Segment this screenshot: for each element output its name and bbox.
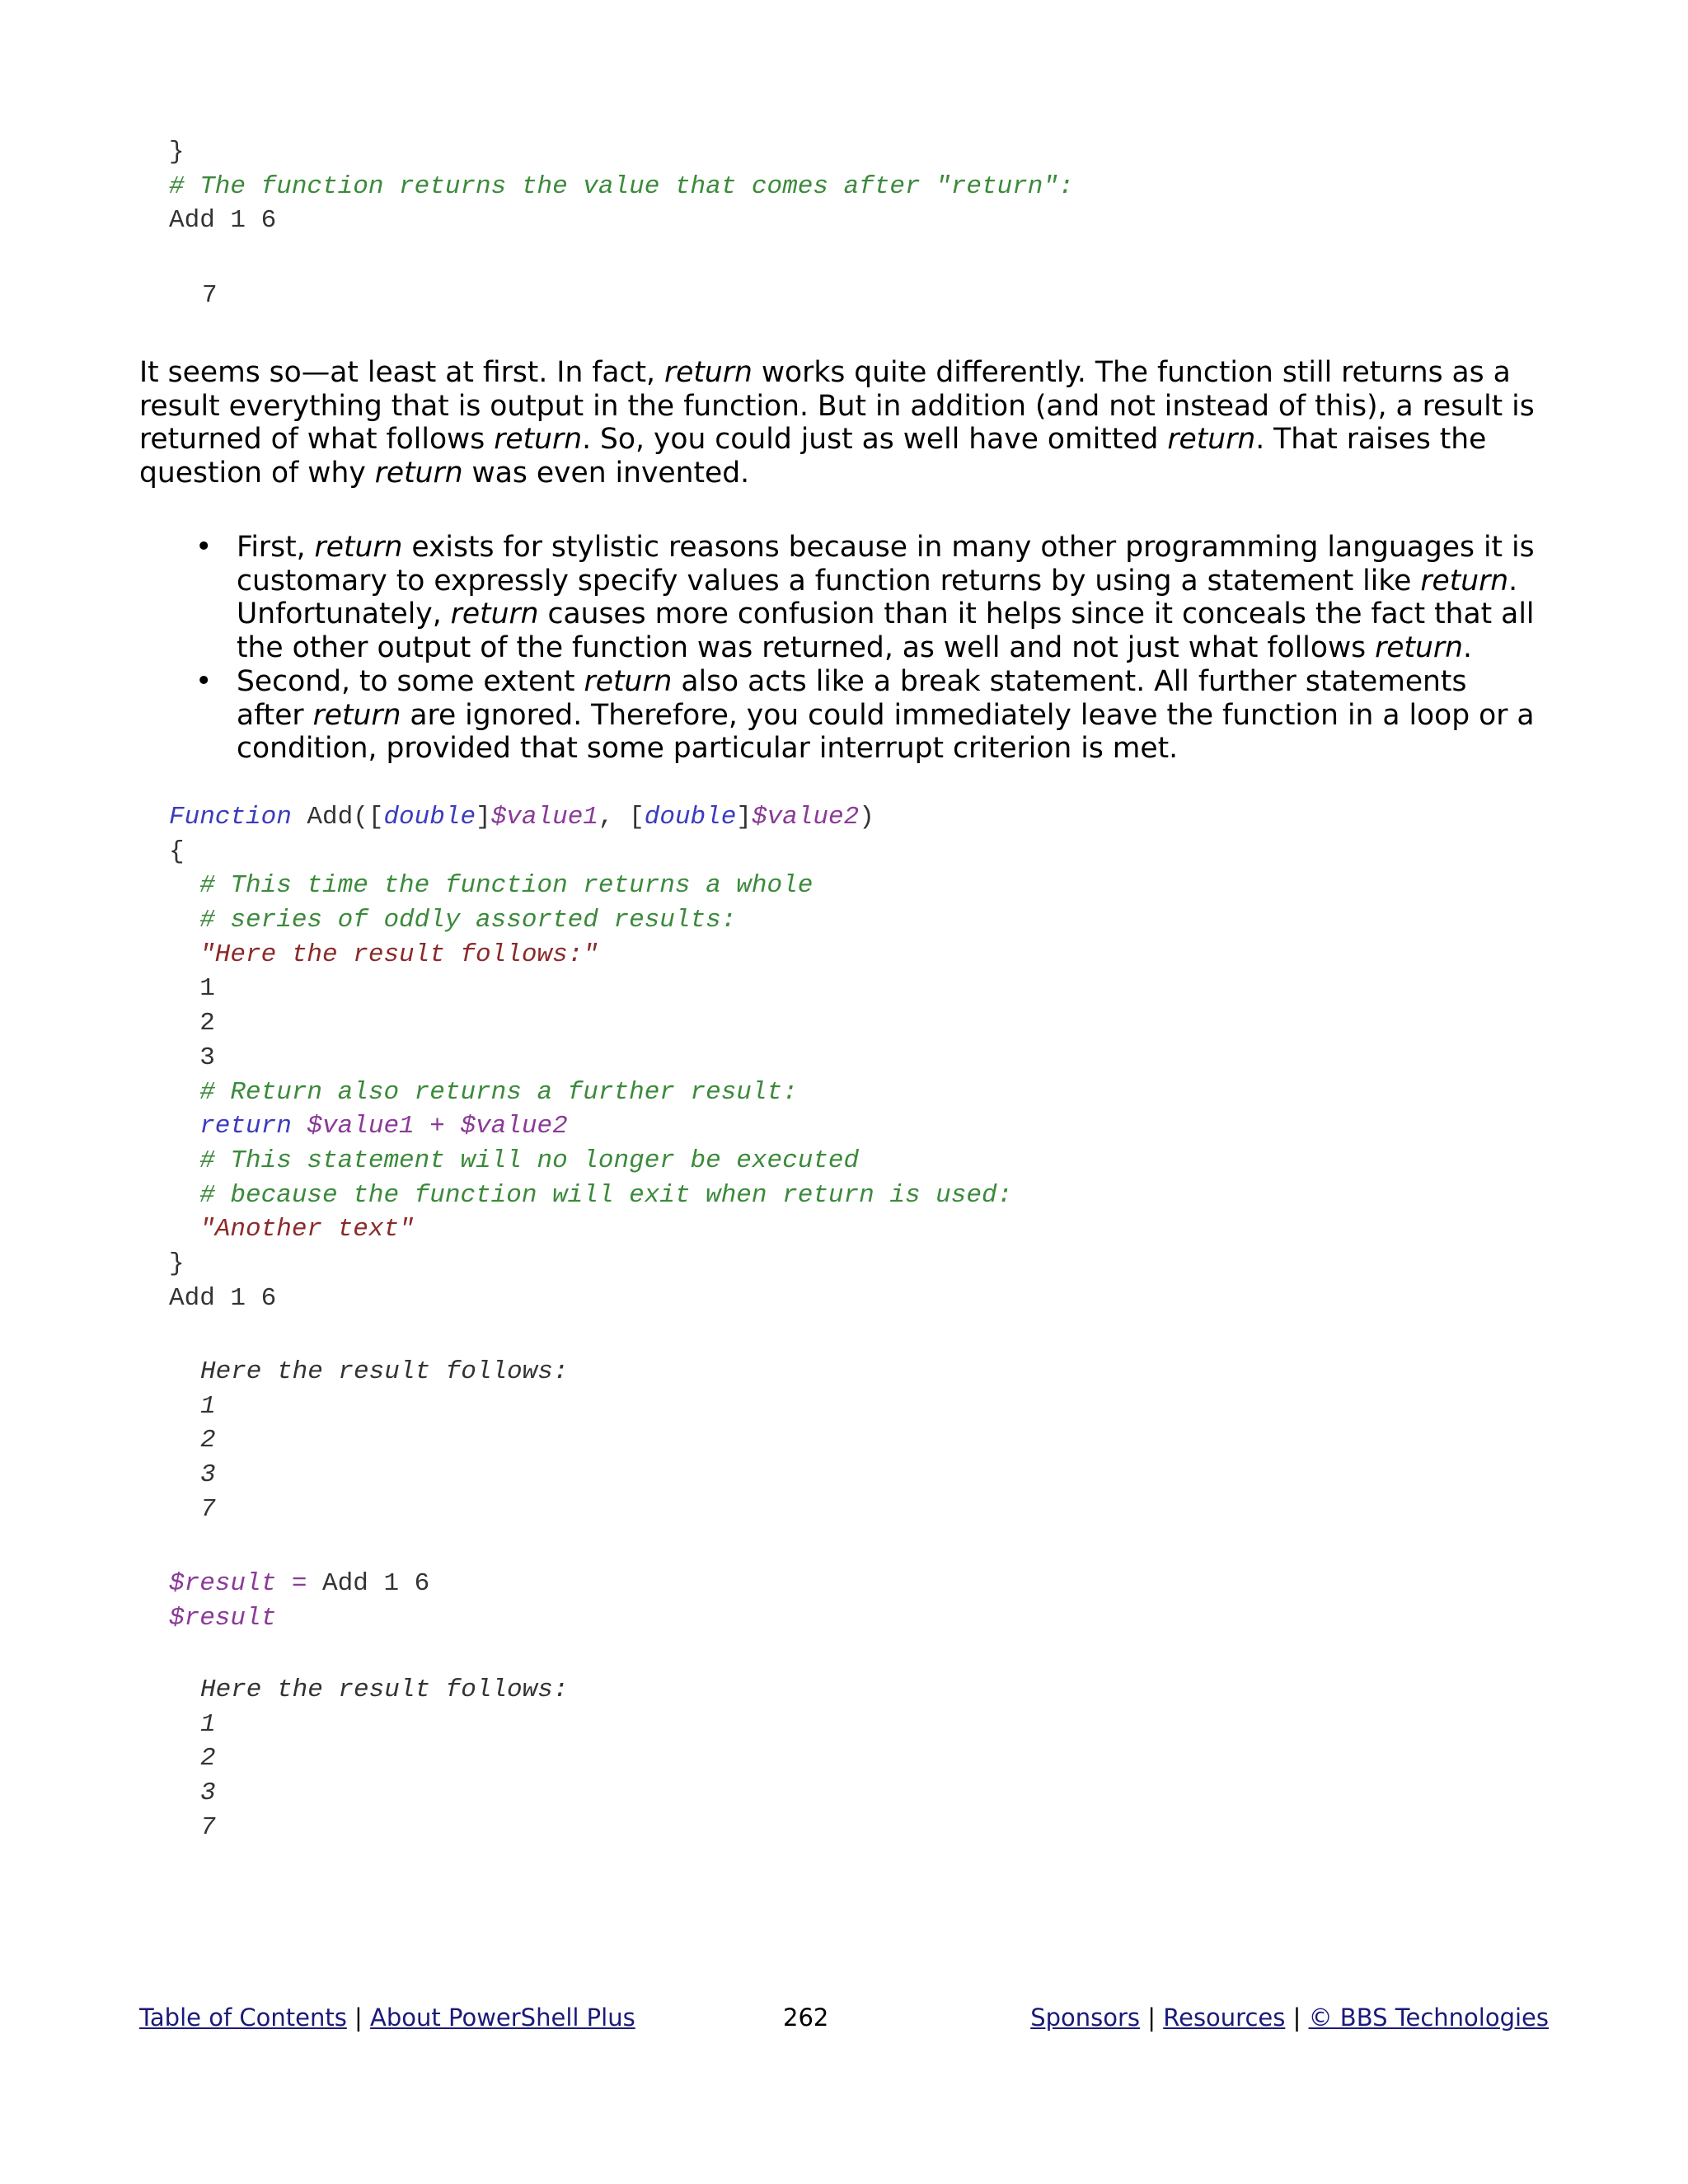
text-run: causes more confusion than it helps since it conceals the fact that all the other output of the function was returned, as well and not just what follows: [237, 598, 1535, 665]
code-term: return: [1420, 564, 1509, 598]
separator: |: [354, 2004, 363, 2032]
text-run: was even invented.: [462, 457, 750, 490]
text-run: also acts like a break statement. All further statements after: [237, 664, 1467, 732]
code-term: return: [314, 531, 403, 564]
punct: , [: [598, 803, 645, 832]
code-term: return: [1375, 631, 1463, 665]
variable: $value2: [444, 1112, 568, 1141]
table-of-contents-link[interactable]: Table of Contents: [139, 2004, 347, 2032]
code-line: [169, 800, 1012, 835]
code-term: return: [312, 698, 401, 732]
punct: ]: [476, 803, 491, 832]
text-run: exists for stylistic reasons because in many other programming languages it is customary to expressly specify values a function returns by using a statement like: [237, 531, 1535, 598]
list-item: [139, 531, 1540, 665]
code-line: {: [169, 837, 185, 866]
text-run: Second, to some extent: [237, 664, 584, 698]
code-line: Add 1 6: [169, 1283, 277, 1313]
bullet-list: [139, 531, 1540, 766]
code-text: Add 1 6: [307, 1569, 430, 1598]
keyword: return: [169, 1112, 292, 1141]
code-comment: # This time the function returns a whole: [169, 871, 814, 901]
code-line: [169, 1109, 1012, 1144]
code-string: "Another text": [169, 1215, 415, 1244]
variable: $value1: [490, 803, 598, 832]
text-run: works quite differently. The function still returns as a result everything that is output in the function. But in addition (and not instead of this), a result is returned of what follows: [139, 356, 1535, 457]
variable: $result: [169, 1569, 277, 1598]
code-block-assign: [169, 1567, 429, 1635]
code-output-2: [200, 1673, 568, 1844]
page-number: 262: [783, 2004, 829, 2032]
output-line: 2: [200, 1744, 216, 1774]
text-run: First,: [237, 531, 315, 564]
output-line: 7: [202, 281, 218, 310]
code-comment: # because the function will exit when return is used:: [169, 1180, 1013, 1210]
output-line: 3: [200, 1779, 216, 1808]
output-line: 7: [200, 1812, 216, 1842]
separator: |: [1147, 2004, 1156, 2032]
code-block-top: [169, 135, 1074, 238]
footer-left: [139, 2001, 635, 2034]
text-run: . So, you could just as well have omitted: [582, 423, 1168, 457]
output-line: Here the result follows:: [200, 1675, 569, 1704]
code-term: return: [664, 356, 753, 389]
code-term: return: [584, 664, 673, 698]
variable: $result: [169, 1603, 277, 1633]
footer-right: [1030, 2001, 1549, 2034]
keyword: Function: [169, 803, 292, 832]
output-line: 1: [200, 1709, 216, 1739]
text-run: . That raises the question of why: [139, 423, 1487, 490]
code-comment: # series of oddly assorted results:: [169, 906, 737, 935]
list-item: [139, 665, 1540, 766]
code-term: return: [494, 423, 583, 457]
type-name: double: [644, 803, 737, 832]
sponsors-link[interactable]: Sponsors: [1030, 2004, 1141, 2032]
body-paragraph: [139, 356, 1573, 490]
code-line: }: [169, 138, 185, 166]
output-line: 2: [200, 1426, 216, 1455]
code-output-top: [202, 279, 218, 313]
code-comment: # This statement will no longer be executed: [169, 1146, 860, 1175]
bbs-technologies-link[interactable]: © BBS Technologies: [1308, 2004, 1549, 2032]
code-term: return: [450, 598, 539, 631]
text-run: are ignored. Therefore, you could immediately leave the function in a loop or a condition, provided that some particular interrupt criterion is met.: [237, 698, 1535, 766]
variable: $value2: [751, 803, 860, 832]
bullet-marker: •: [195, 531, 213, 564]
type-name: double: [383, 803, 476, 832]
code-term: return: [374, 457, 463, 490]
operator: =: [276, 1569, 307, 1598]
resources-link[interactable]: Resources: [1163, 2004, 1286, 2032]
output-line: Here the result follows:: [200, 1357, 569, 1386]
text-run: .: [1462, 631, 1472, 665]
separator: |: [1292, 2004, 1301, 2032]
output-line: 7: [200, 1494, 216, 1524]
code-output-1: [200, 1355, 568, 1526]
code-line: 2: [169, 1009, 215, 1038]
punct: ]: [736, 803, 752, 832]
code-line: [169, 1567, 429, 1601]
bullet-marker: •: [195, 664, 213, 698]
code-comment: # The function returns the value that comes after "return":: [169, 171, 1074, 201]
code-string: "Here the result follows:": [169, 940, 598, 969]
text-run: . Unfortunately,: [237, 564, 1518, 631]
code-line: 3: [169, 1043, 215, 1072]
function-name: Add([: [291, 803, 384, 832]
code-block-function: [169, 800, 1012, 1315]
variable: $value1: [291, 1112, 415, 1141]
code-line: Add 1 6: [169, 206, 277, 236]
code-line: }: [169, 1249, 185, 1278]
code-comment: # Return also returns a further result:: [169, 1077, 798, 1107]
text-run: It seems so—at least at first. In fact,: [139, 356, 664, 389]
output-line: 1: [200, 1391, 216, 1421]
punct: ): [859, 803, 874, 832]
operator: +: [414, 1112, 445, 1141]
code-line: 1: [169, 974, 215, 1004]
paragraph-text: [139, 356, 1573, 490]
about-powershell-plus-link[interactable]: About PowerShell Plus: [370, 2004, 635, 2032]
output-line: 3: [200, 1460, 216, 1490]
page-footer: [139, 2001, 1549, 2034]
code-term: return: [1167, 423, 1256, 457]
